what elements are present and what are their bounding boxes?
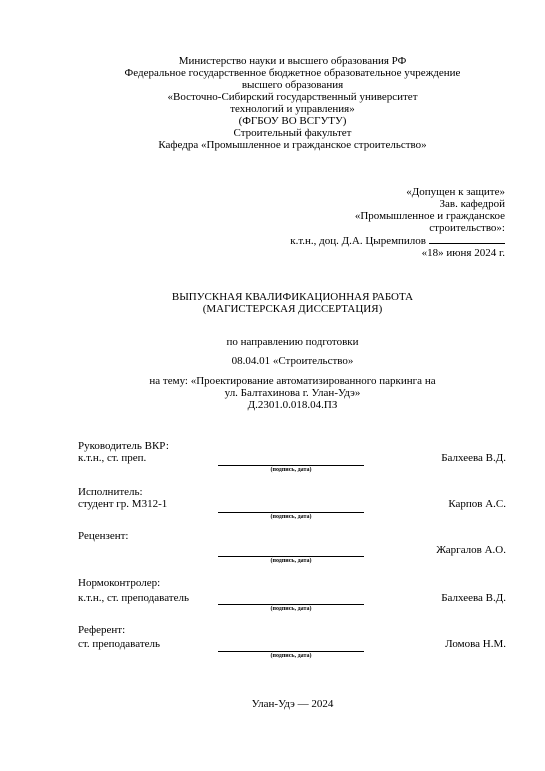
direction-line: по направлению подготовки — [226, 336, 359, 348]
topic-block — [60, 375, 525, 411]
approval-line: «Допущен к защите» — [406, 186, 505, 198]
signature-line — [218, 465, 364, 466]
approval-line: «Промышленное и гражданское — [354, 210, 505, 222]
city-year: Улан-Удэ ― 2024 — [251, 698, 334, 710]
signature-hint: (подпись, дата) — [270, 558, 312, 564]
header-line: Министерство науки и высшего образования РФ — [178, 55, 407, 67]
title-line: (МАГИСТЕРСКАЯ ДИССЕРТАЦИЯ) — [202, 303, 383, 315]
signature-name: Балхеева В.Д. — [441, 592, 506, 604]
signature-name: Карпов А.С. — [448, 498, 506, 510]
approval-head-name: к.т.н., доц. Д.А. Цыремпилов — [290, 235, 426, 247]
signature-role: Рецензент: — [78, 530, 129, 542]
header-line: (ФГБОУ ВО ВСГУТУ) — [238, 115, 347, 127]
signature-row-referent — [78, 624, 506, 664]
approval-block — [245, 186, 505, 259]
signature-position: к.т.н., ст. преподаватель — [78, 592, 189, 604]
footer-city-year — [60, 698, 525, 710]
signature-role: Нормоконтролер: — [78, 577, 161, 589]
signature-row-reviewer — [78, 530, 506, 570]
institution-header — [60, 55, 525, 151]
approval-line: Зав. кафедрой — [439, 198, 505, 210]
direction-code: 08.04.01 «Строительство» — [231, 355, 354, 367]
signature-position: к.т.н., ст. преп. — [78, 452, 147, 464]
signature-position: ст. преподаватель — [78, 638, 161, 650]
signature-hint: (подпись, дата) — [270, 467, 312, 473]
signature-position: студент гр. М312-1 — [78, 498, 168, 510]
signature-line — [218, 512, 364, 513]
signature-role: Референт: — [78, 624, 126, 636]
approval-date: «18» июня 2024 г. — [421, 247, 505, 259]
signature-role: Исполнитель: — [78, 486, 143, 498]
header-line: «Восточно-Сибирский государственный университет — [167, 91, 418, 103]
signature-blank — [429, 234, 505, 244]
header-line: технологий и управления» — [230, 103, 355, 115]
header-line: Кафедра «Промышленное и гражданское строительство» — [158, 139, 427, 151]
header-line: Строительный факультет — [233, 127, 352, 139]
signature-line — [218, 651, 364, 652]
signature-row-normcontrol — [78, 577, 506, 617]
signature-row-executor — [78, 486, 506, 526]
signature-hint: (подпись, дата) — [270, 606, 312, 612]
signature-hint: (подпись, дата) — [270, 653, 312, 659]
signature-name: Ломова Н.М. — [445, 638, 506, 650]
header-line: Федеральное государственное бюджетное образовательное учреждение — [124, 67, 461, 79]
header-line: высшего образования — [241, 79, 344, 91]
signature-hint: (подпись, дата) — [270, 514, 312, 520]
signature-line — [218, 556, 364, 557]
title-line: ВЫПУСКНАЯ КВАЛИФИКАЦИОННАЯ РАБОТА — [171, 291, 414, 303]
topic-line: ул. Балтахинова г. Улан-Удэ» — [224, 387, 361, 399]
signature-role: Руководитель ВКР: — [78, 440, 169, 452]
signature-line — [218, 604, 364, 605]
approval-line: строительство»: — [429, 222, 505, 234]
signature-row-supervisor — [78, 440, 506, 480]
signature-name: Жаргалов А.О. — [436, 544, 506, 556]
direction-block — [60, 336, 525, 348]
signature-name: Балхеева В.Д. — [441, 452, 506, 464]
approval-head-signature — [245, 234, 505, 247]
direction-code-block — [60, 355, 525, 367]
document-title — [60, 291, 525, 315]
document-code: Д.2301.0.018.04.ПЗ — [247, 399, 338, 411]
topic-line: на тему: «Проектирование автоматизированного паркинга на — [149, 375, 436, 387]
